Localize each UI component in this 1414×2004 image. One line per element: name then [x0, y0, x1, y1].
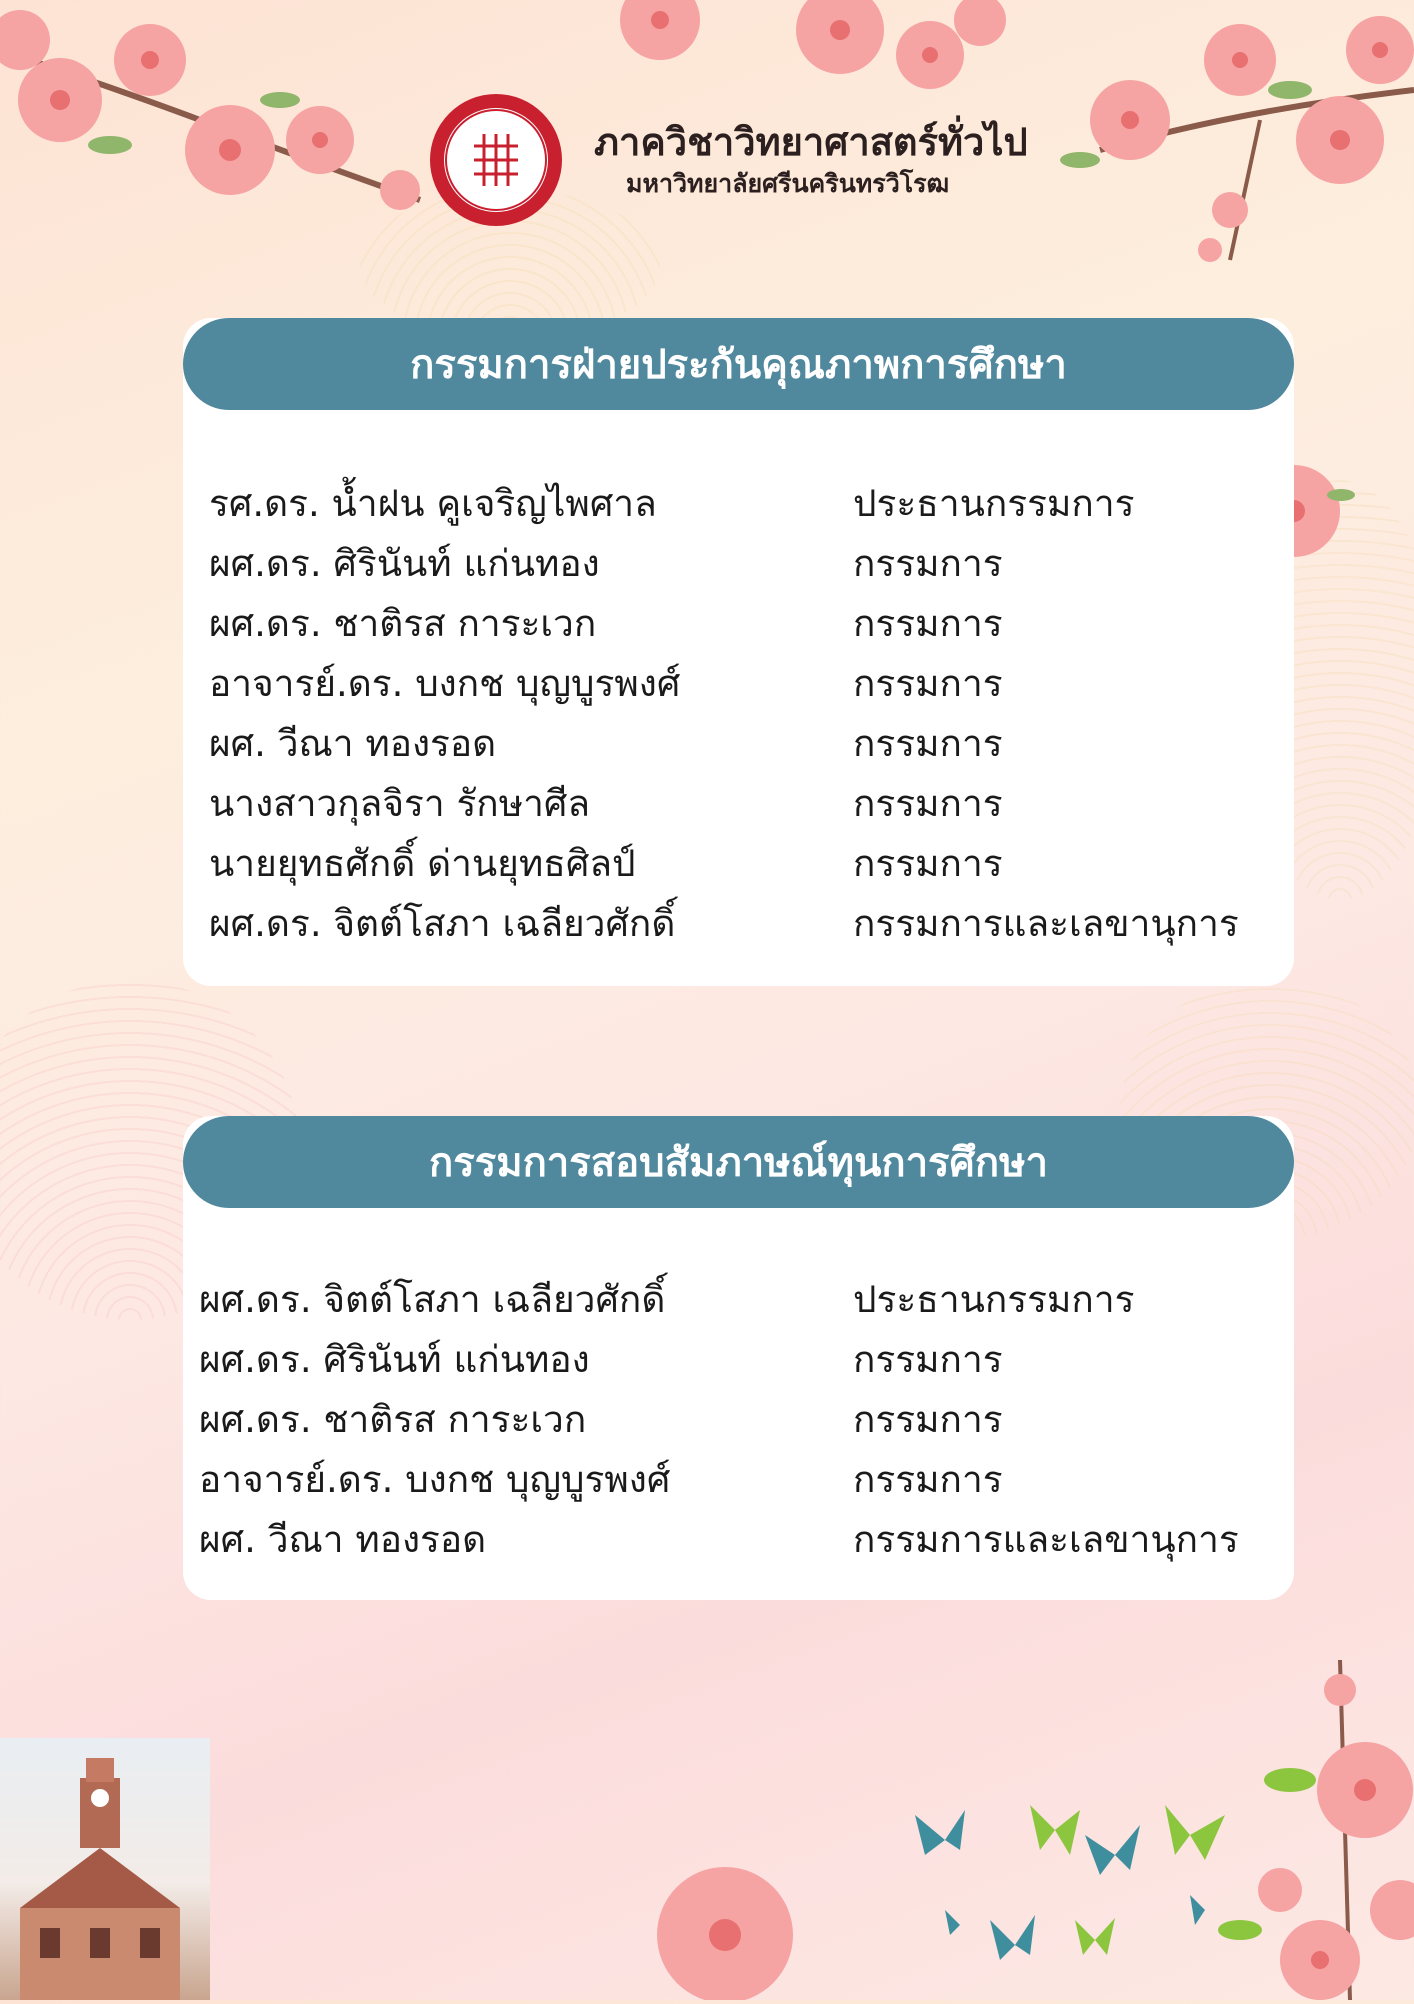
member-row: [183, 774, 1294, 834]
campus-photo: [0, 1738, 210, 2000]
member-row: [183, 534, 1294, 594]
member-row: [183, 594, 1294, 654]
scholarship-committee-card: [183, 1116, 1294, 1600]
member-role: ประธานกรรมการ: [853, 482, 1135, 525]
member-role: กรรมการ: [853, 662, 1003, 705]
member-role: กรรมการและเลขานุการ: [853, 1518, 1239, 1561]
member-row: [183, 474, 1294, 534]
member-row: [183, 1330, 1294, 1390]
cherry-blossom-icon: [1040, 0, 1414, 270]
member-name: ผศ.ดร. จิตต์โสภา เฉลียวศักดิ์: [199, 1278, 666, 1321]
cherry-blossom-icon: [630, 1855, 820, 2000]
member-role: กรรมการ: [853, 1458, 1003, 1501]
member-row: [183, 894, 1294, 954]
member-name: ผศ.ดร. ศิรินันท์ แก่นทอง: [199, 1338, 590, 1381]
member-role: กรรมการ: [853, 1338, 1003, 1381]
member-name: นางสาวกุลจิรา รักษาศีล: [209, 782, 591, 825]
university-name: มหาวิทยาลัยศรีนครินทรวิโรฒ: [626, 169, 950, 198]
quality-committee-card: [183, 318, 1294, 986]
member-name: ผศ.ดร. จิตต์โสภา เฉลียวศักดิ์: [209, 902, 676, 945]
university-seal-icon: [428, 92, 564, 228]
member-role: กรรมการ: [853, 782, 1003, 825]
member-name: ผศ.ดร. ชาติรส การะเวก: [199, 1398, 587, 1441]
member-name: อาจารย์.ดร. บงกช บุญบูรพงศ์: [199, 1458, 671, 1501]
department-name: ภาควิชาวิทยาศาสตร์ทั่วไป: [594, 120, 1028, 164]
member-name: รศ.ดร. น้ำฝน คูเจริญไพศาล: [209, 482, 657, 525]
member-row: [183, 1270, 1294, 1330]
member-row: [183, 1390, 1294, 1450]
member-name: ผศ.ดร. ชาติรส การะเวก: [209, 602, 597, 645]
quality-committee-title: กรรมการฝ่ายประกันคุณภาพการศึกษา: [183, 318, 1294, 410]
member-role: กรรมการ: [853, 1398, 1003, 1441]
member-row: [183, 834, 1294, 894]
member-row: [183, 654, 1294, 714]
member-name: อาจารย์.ดร. บงกช บุญบูรพงศ์: [209, 662, 681, 705]
member-role: กรรมการและเลขานุการ: [853, 902, 1239, 945]
scholarship-committee-title: กรรมการสอบสัมภาษณ์ทุนการศึกษา: [183, 1116, 1294, 1208]
clock-tower-image: [0, 1738, 210, 2000]
member-row: [183, 1510, 1294, 1570]
member-name: ผศ. วีณา ทองรอด: [199, 1518, 487, 1561]
cherry-blossom-icon: [0, 0, 430, 250]
member-row: [183, 1450, 1294, 1510]
butterfly-icon: [905, 1800, 1235, 1970]
member-role: กรรมการ: [853, 842, 1003, 885]
member-name: ผศ. วีณา ทองรอด: [209, 722, 497, 765]
member-name: ผศ.ดร. ศิรินันท์ แก่นทอง: [209, 542, 600, 585]
member-role: กรรมการ: [853, 602, 1003, 645]
member-role: กรรมการ: [853, 722, 1003, 765]
member-name: นายยุทธศักดิ์ ด่านยุทธศิลป์: [209, 842, 636, 885]
page-header: [428, 92, 1028, 228]
member-role: กรรมการ: [853, 542, 1003, 585]
member-row: [183, 714, 1294, 774]
member-role: ประธานกรรมการ: [853, 1278, 1135, 1321]
